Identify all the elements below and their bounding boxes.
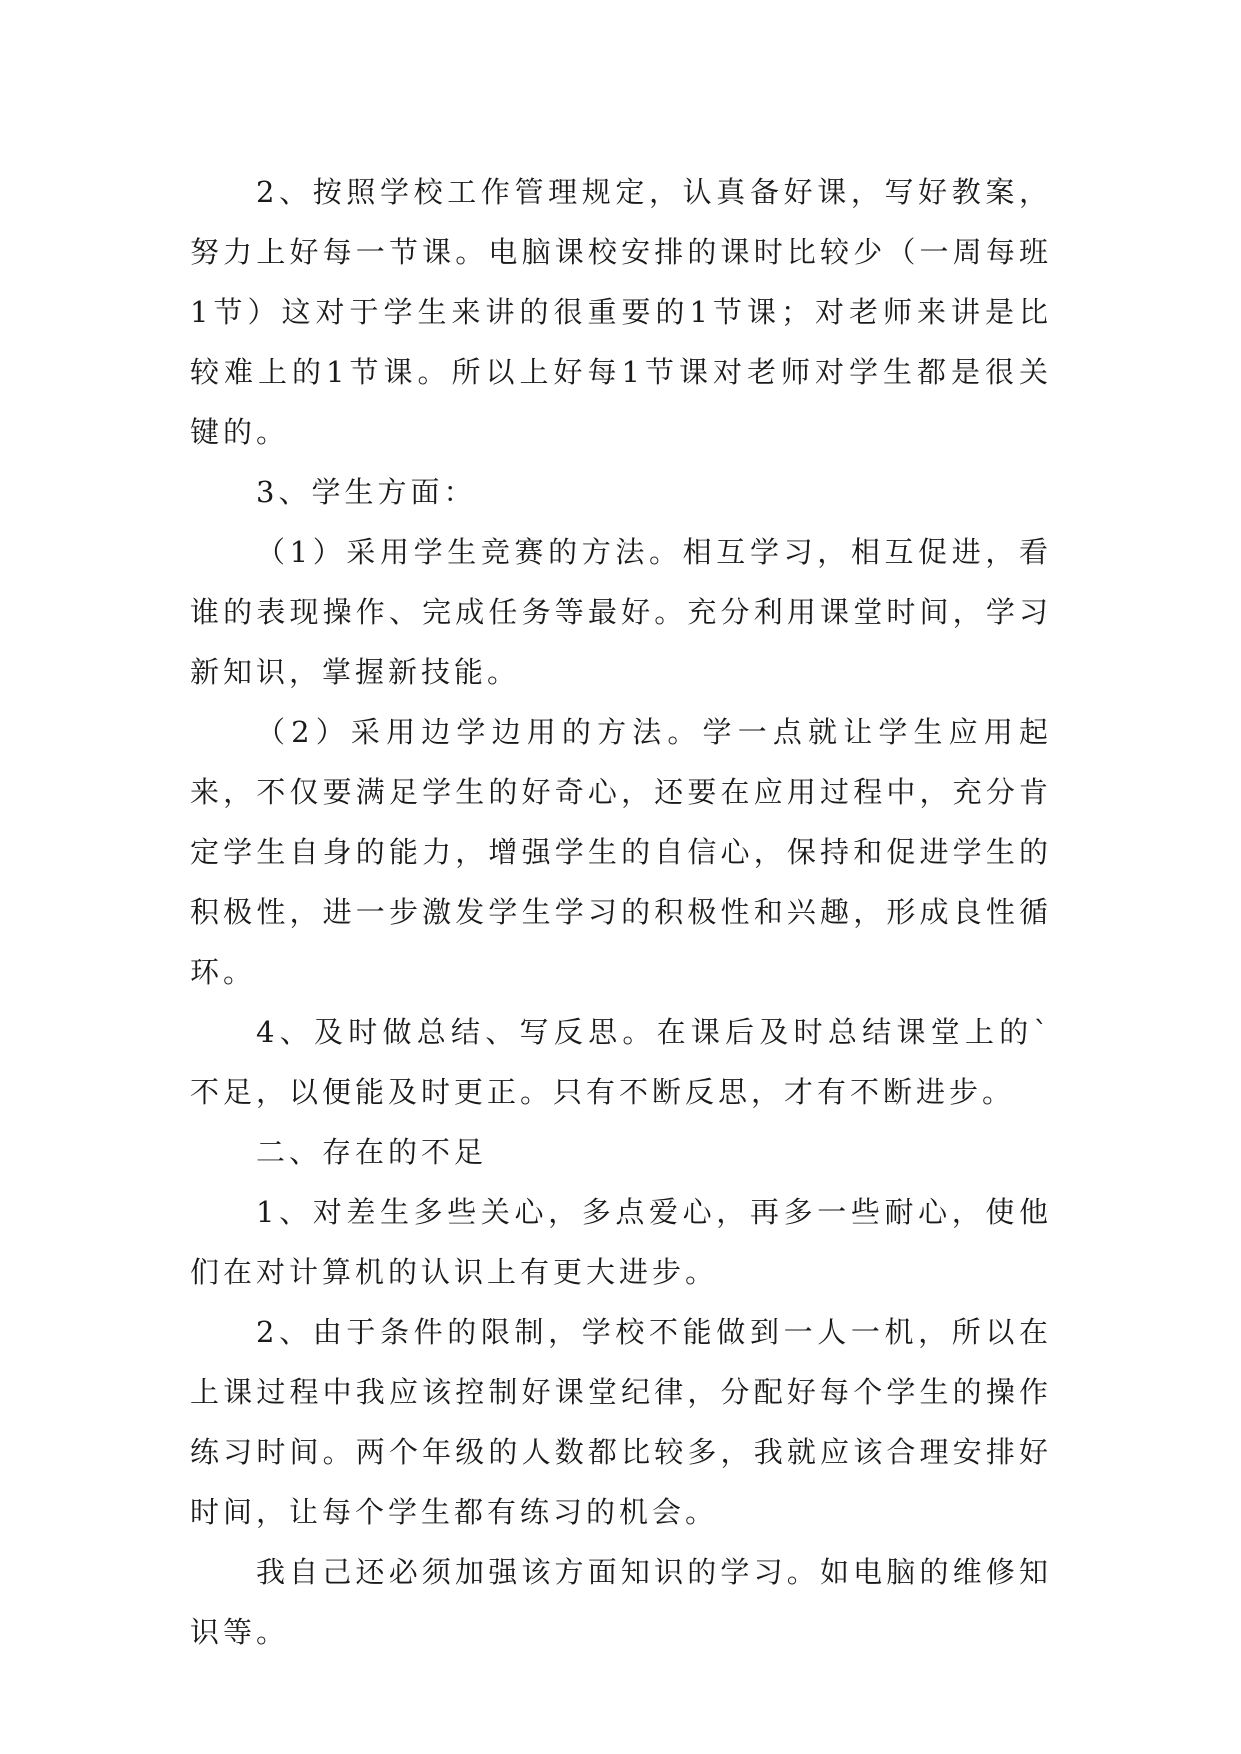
paragraph-condition-limits: 2、由于条件的限制，学校不能做到一人一机，所以在上课过程中我应该控制好课堂纪律，分配好每个学生的操作练习时间。两个年级的人数都比较多，我就应该合理安排好时间，让每个学生都有练习的机会。: [190, 1315, 1052, 1529]
paragraph-learn-and-apply-method: （2）采用边学边用的方法。学一点就让学生应用起来，不仅要满足学生的好奇心，还要在应用过程中，充分肯定学生自身的能力，增强学生的自信心，保持和促进学生的积极性，进一步激发学生学习的积极性和兴趣，形成良性循环。: [190, 715, 1052, 989]
paragraph-summary-reflection: 4、及时做总结、写反思。在课后及时总结课堂上的`不足，以便能及时更正。只有不断反思，才有不断进步。: [190, 1015, 1052, 1109]
paragraph-self-improvement: 我自己还必须加强该方面知识的学习。如电脑的维修知识等。: [190, 1555, 1052, 1649]
paragraph-care-for-students: 1、对差生多些关心，多点爱心，再多一些耐心，使他们在对计算机的认识上有更大进步。: [190, 1195, 1052, 1289]
paragraph-student-aspects-heading: 3、学生方面：: [256, 475, 477, 509]
paragraph-competition-method: （1）采用学生竞赛的方法。相互学习，相互促进，看谁的表现操作、完成任务等最好。充分利用课堂时间，学习新知识，掌握新技能。: [190, 535, 1052, 689]
paragraph-lesson-preparation: 2、按照学校工作管理规定，认真备好课，写好教案，努力上好每一节课。电脑课校安排的课时比较少（一周每班1节）这对于学生来讲的很重要的1节课；对老师来讲是比较难上的1节课。所以上好每1节课对老师对学生都是很关键的。: [190, 175, 1052, 449]
paragraph-shortcomings-heading: 二、存在的不足: [256, 1135, 488, 1169]
document-body: [190, 162, 1052, 1662]
